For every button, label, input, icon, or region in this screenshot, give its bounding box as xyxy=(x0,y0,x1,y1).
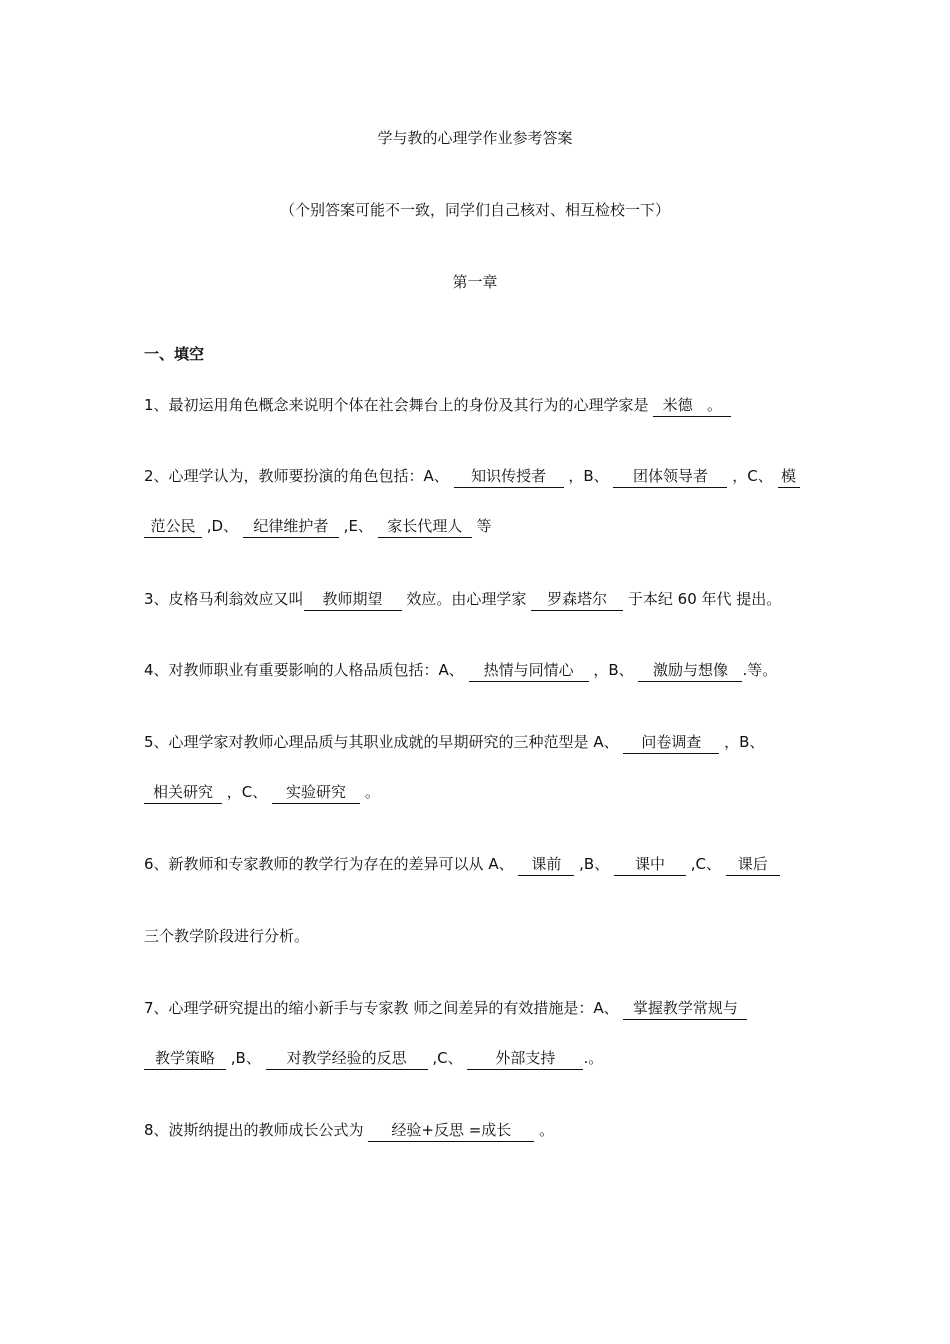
q7-answer-c: 外部支持 xyxy=(467,1048,583,1070)
document-subtitle: （个别答案可能不一致，同学们自己核对、相互检校一下） xyxy=(279,201,670,219)
q6-answer-a: 课前 xyxy=(518,854,574,876)
q3-answer-2: 罗森塔尔 xyxy=(531,589,623,611)
q2-end: 等 xyxy=(476,517,492,535)
q2-answer-d: 纪律维护者 xyxy=(243,516,339,538)
q3-end: 于本纪 60 年代 提出。 xyxy=(627,590,782,608)
q2-text: 2、心理学认为，教师要扮演的角色包括：A、 xyxy=(144,467,449,485)
q8-end: 。 xyxy=(539,1121,555,1139)
question-7-line-2 xyxy=(144,1048,603,1070)
question-6-line-2: 三个教学阶段进行分析。 xyxy=(144,927,310,945)
q3-answer-1: 教师期望 xyxy=(304,589,402,611)
chapter-heading: 第一章 xyxy=(452,273,498,291)
q5-end: 。 xyxy=(364,783,380,801)
question-3 xyxy=(144,589,781,611)
q1-answer: 米德 xyxy=(662,396,693,414)
q7-sep-b: ,B、 xyxy=(230,1049,261,1067)
q1-answer-blank xyxy=(653,395,731,417)
question-6-line-1 xyxy=(144,854,780,876)
q2-sep-d: ,D、 xyxy=(206,517,239,535)
question-2-line-2 xyxy=(144,516,492,538)
q2-sep-c: ，C、 xyxy=(732,467,773,485)
q4-answer-b: 激励与想像 xyxy=(638,660,742,682)
q2-answer-a: 知识传授者 xyxy=(454,466,564,488)
q2-sep-b: ，B、 xyxy=(568,467,609,485)
q3-mid: 效应。由心理学家 xyxy=(406,590,527,608)
question-5-line-2 xyxy=(144,782,380,804)
q5-sep-c: ，C、 xyxy=(226,783,268,801)
q5-text: 5、心理学家对教师心理品质与其职业成就的早期研究的三种范型是 A、 xyxy=(144,733,619,751)
q7-answer-a-part2: 教学策略 xyxy=(144,1048,226,1070)
q2-answer-c-part2: 范公民 xyxy=(144,516,202,538)
q2-answer-e: 家长代理人 xyxy=(378,516,472,538)
q4-text: 4、对教师职业有重要影响的人格品质包括：A、 xyxy=(144,661,464,679)
q6-text: 6、新教师和专家教师的教学行为存在的差异可以从 A、 xyxy=(144,855,514,873)
q3-text: 3、皮格马利翁效应又叫 xyxy=(144,590,304,608)
q5-answer-c: 实验研究 xyxy=(272,782,360,804)
q2-answer-b: 团体领导者 xyxy=(613,466,727,488)
question-4 xyxy=(144,660,777,682)
q2-sep-e: ,E、 xyxy=(343,517,373,535)
question-5-line-1 xyxy=(144,732,764,754)
q1-text: 1、最初运用角色概念来说明个体在社会舞台上的身份及其行为的心理学家是 xyxy=(144,396,649,414)
section-heading: 一、填空 xyxy=(144,345,205,363)
q7-end: .。 xyxy=(583,1049,604,1067)
q8-answer: 经验+反思 =成长 xyxy=(368,1120,534,1142)
q6-sep-c: ,C、 xyxy=(690,855,722,873)
q7-answer-a-part1: 掌握教学常规与 xyxy=(623,998,747,1020)
question-1 xyxy=(144,395,731,417)
q7-sep-c: ,C、 xyxy=(432,1049,463,1067)
q2-answer-c-part1: 模 xyxy=(778,466,800,488)
q1-end: 。 xyxy=(707,396,723,414)
q7-text: 7、心理学研究提出的缩小新手与专家教 师之间差异的有效措施是：A、 xyxy=(144,999,619,1017)
q8-text: 8、波斯纳提出的教师成长公式为 xyxy=(144,1121,364,1139)
question-2-line-1 xyxy=(144,466,800,488)
q7-answer-b: 对教学经验的反思 xyxy=(266,1048,428,1070)
q4-answer-a: 热情与同情心 xyxy=(469,660,589,682)
q6-answer-b: 课中 xyxy=(614,854,686,876)
question-8 xyxy=(144,1120,554,1142)
q4-sep-b: ，B、 xyxy=(593,661,634,679)
q5-answer-b: 相关研究 xyxy=(144,782,222,804)
q5-sep-b: ，B、 xyxy=(724,733,765,751)
document-title: 学与教的心理学作业参考答案 xyxy=(377,129,573,147)
q6-sep-b: ,B、 xyxy=(579,855,610,873)
q6-answer-c: 课后 xyxy=(726,854,780,876)
q5-answer-a: 问卷调查 xyxy=(623,732,719,754)
question-7-line-1 xyxy=(144,998,747,1020)
q4-end: .等。 xyxy=(742,661,778,679)
